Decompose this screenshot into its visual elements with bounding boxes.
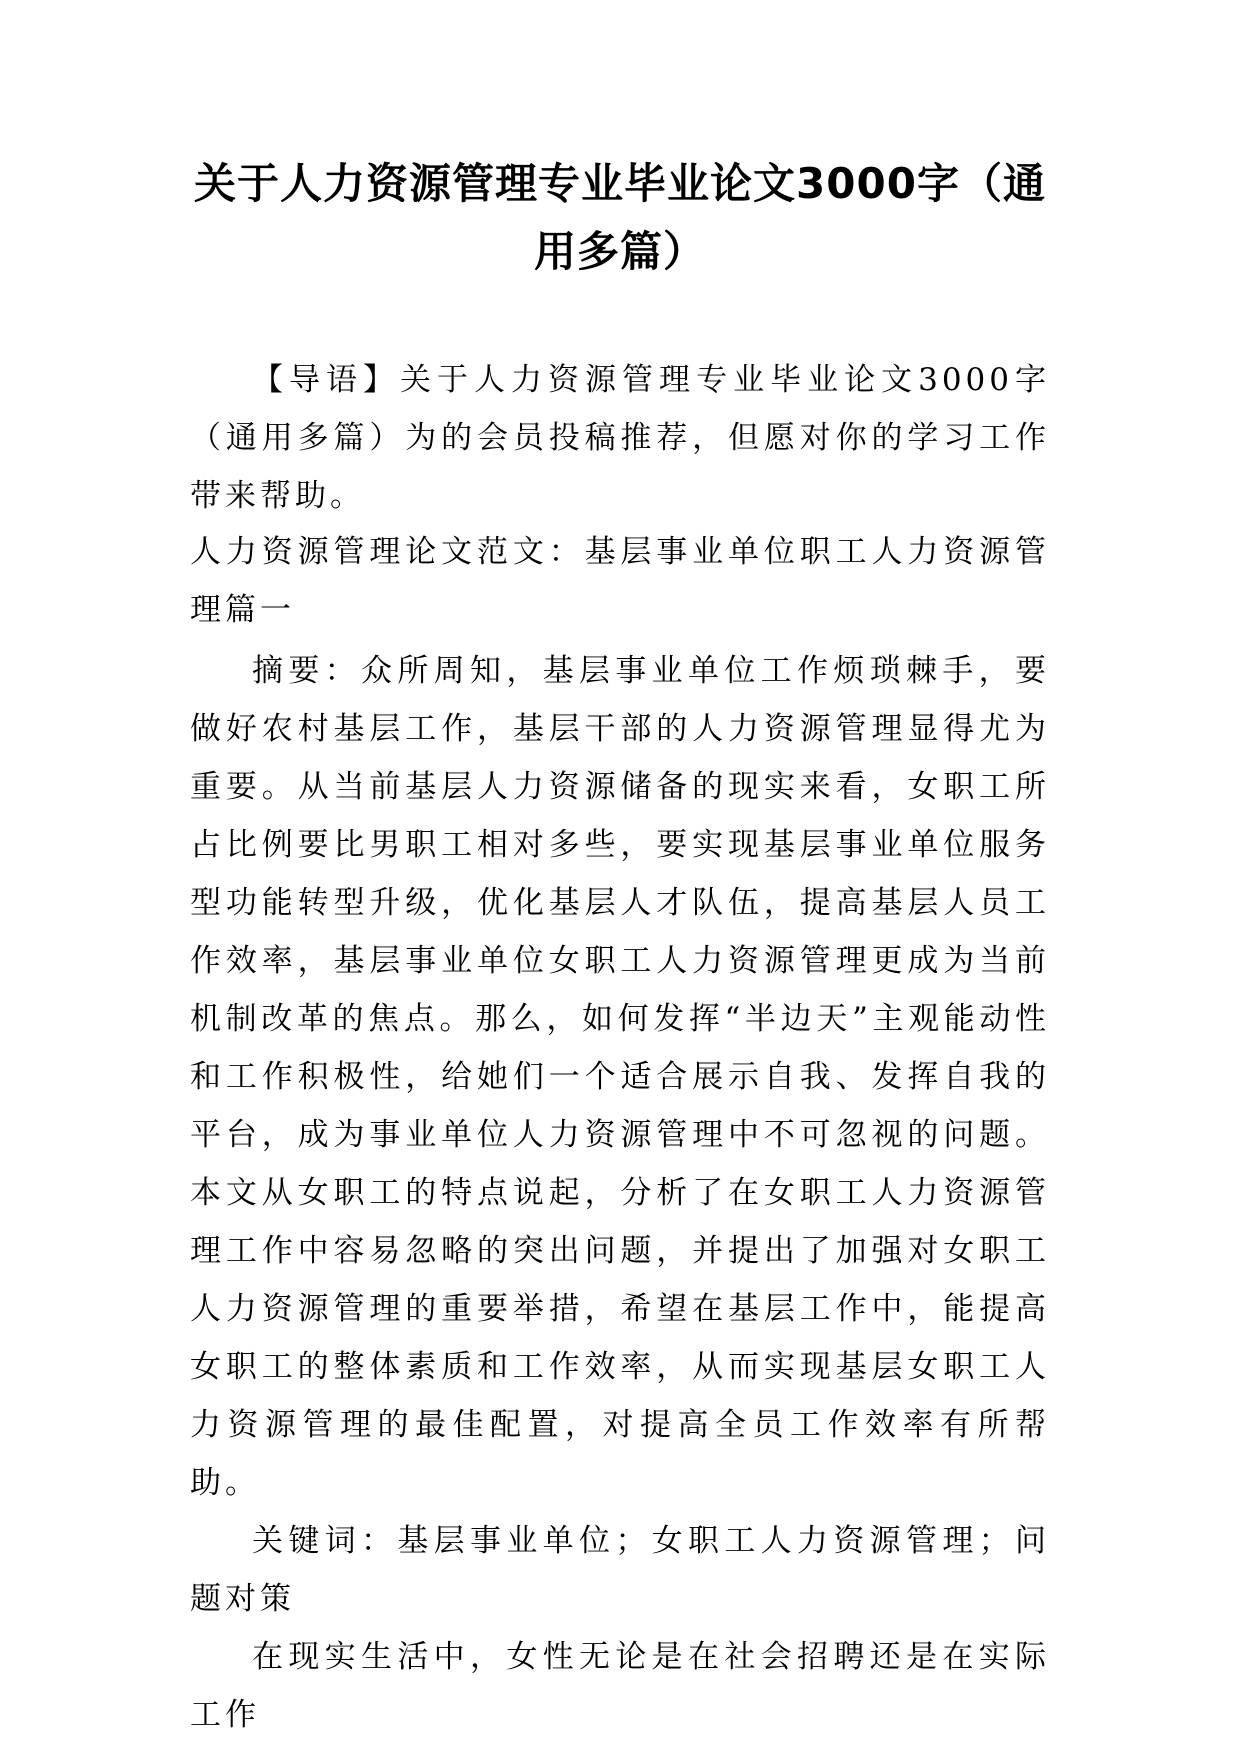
document-title: 关于人力资源管理专业毕业论文3000字（通用多篇） <box>194 159 1046 276</box>
intro-paragraph: 【导语】关于人力资源管理专业毕业论文3000字（通用多篇）为的会员投稿推荐，但愿对你的学习工作带来帮助。 <box>190 362 1050 514</box>
abstract-paragraph: 摘要：众所周知，基层事业单位工作烦琐棘手，要做好农村基层工作，基层干部的人力资源管理显得尤为重要。从当前基层人力资源储备的现实来看，女职工所占比例要比男职工相对多些，要实现基层事业单位服务型功能转型升级，优化基层人才队伍，提高基层人员工作效率，基层事业单位女职工人力资源管理更成为当前机制改革的焦点。那么，如何发挥“半边天”主观能动性和工作积极性，给她们一个适合展示自我、发挥自我的平台，成为事业单位人力资源管理中不可忽视的问题。本文从女职工的特点说起，分析了在女职工人力资源管理工作中容易忽略的突出问题，并提出了加强对女职工人力资源管理的重要举措，希望在基层工作中，能提高女职工的整体素质和工作效率，从而实现基层女职工人力资源管理的最佳配置，对提高全员工作效率有所帮助。 <box>190 653 1050 1501</box>
body-block <box>190 642 1050 1744</box>
keywords-paragraph: 关键词：基层事业单位；女职工人力资源管理；问题对策 <box>190 1523 1050 1617</box>
section-heading: 人力资源管理论文范文：基层事业单位职工人力资源管理篇一 <box>190 534 1050 628</box>
body-paragraph: 在现实生活中，女性无论是在社会招聘还是在实际工作 <box>190 1639 1050 1733</box>
